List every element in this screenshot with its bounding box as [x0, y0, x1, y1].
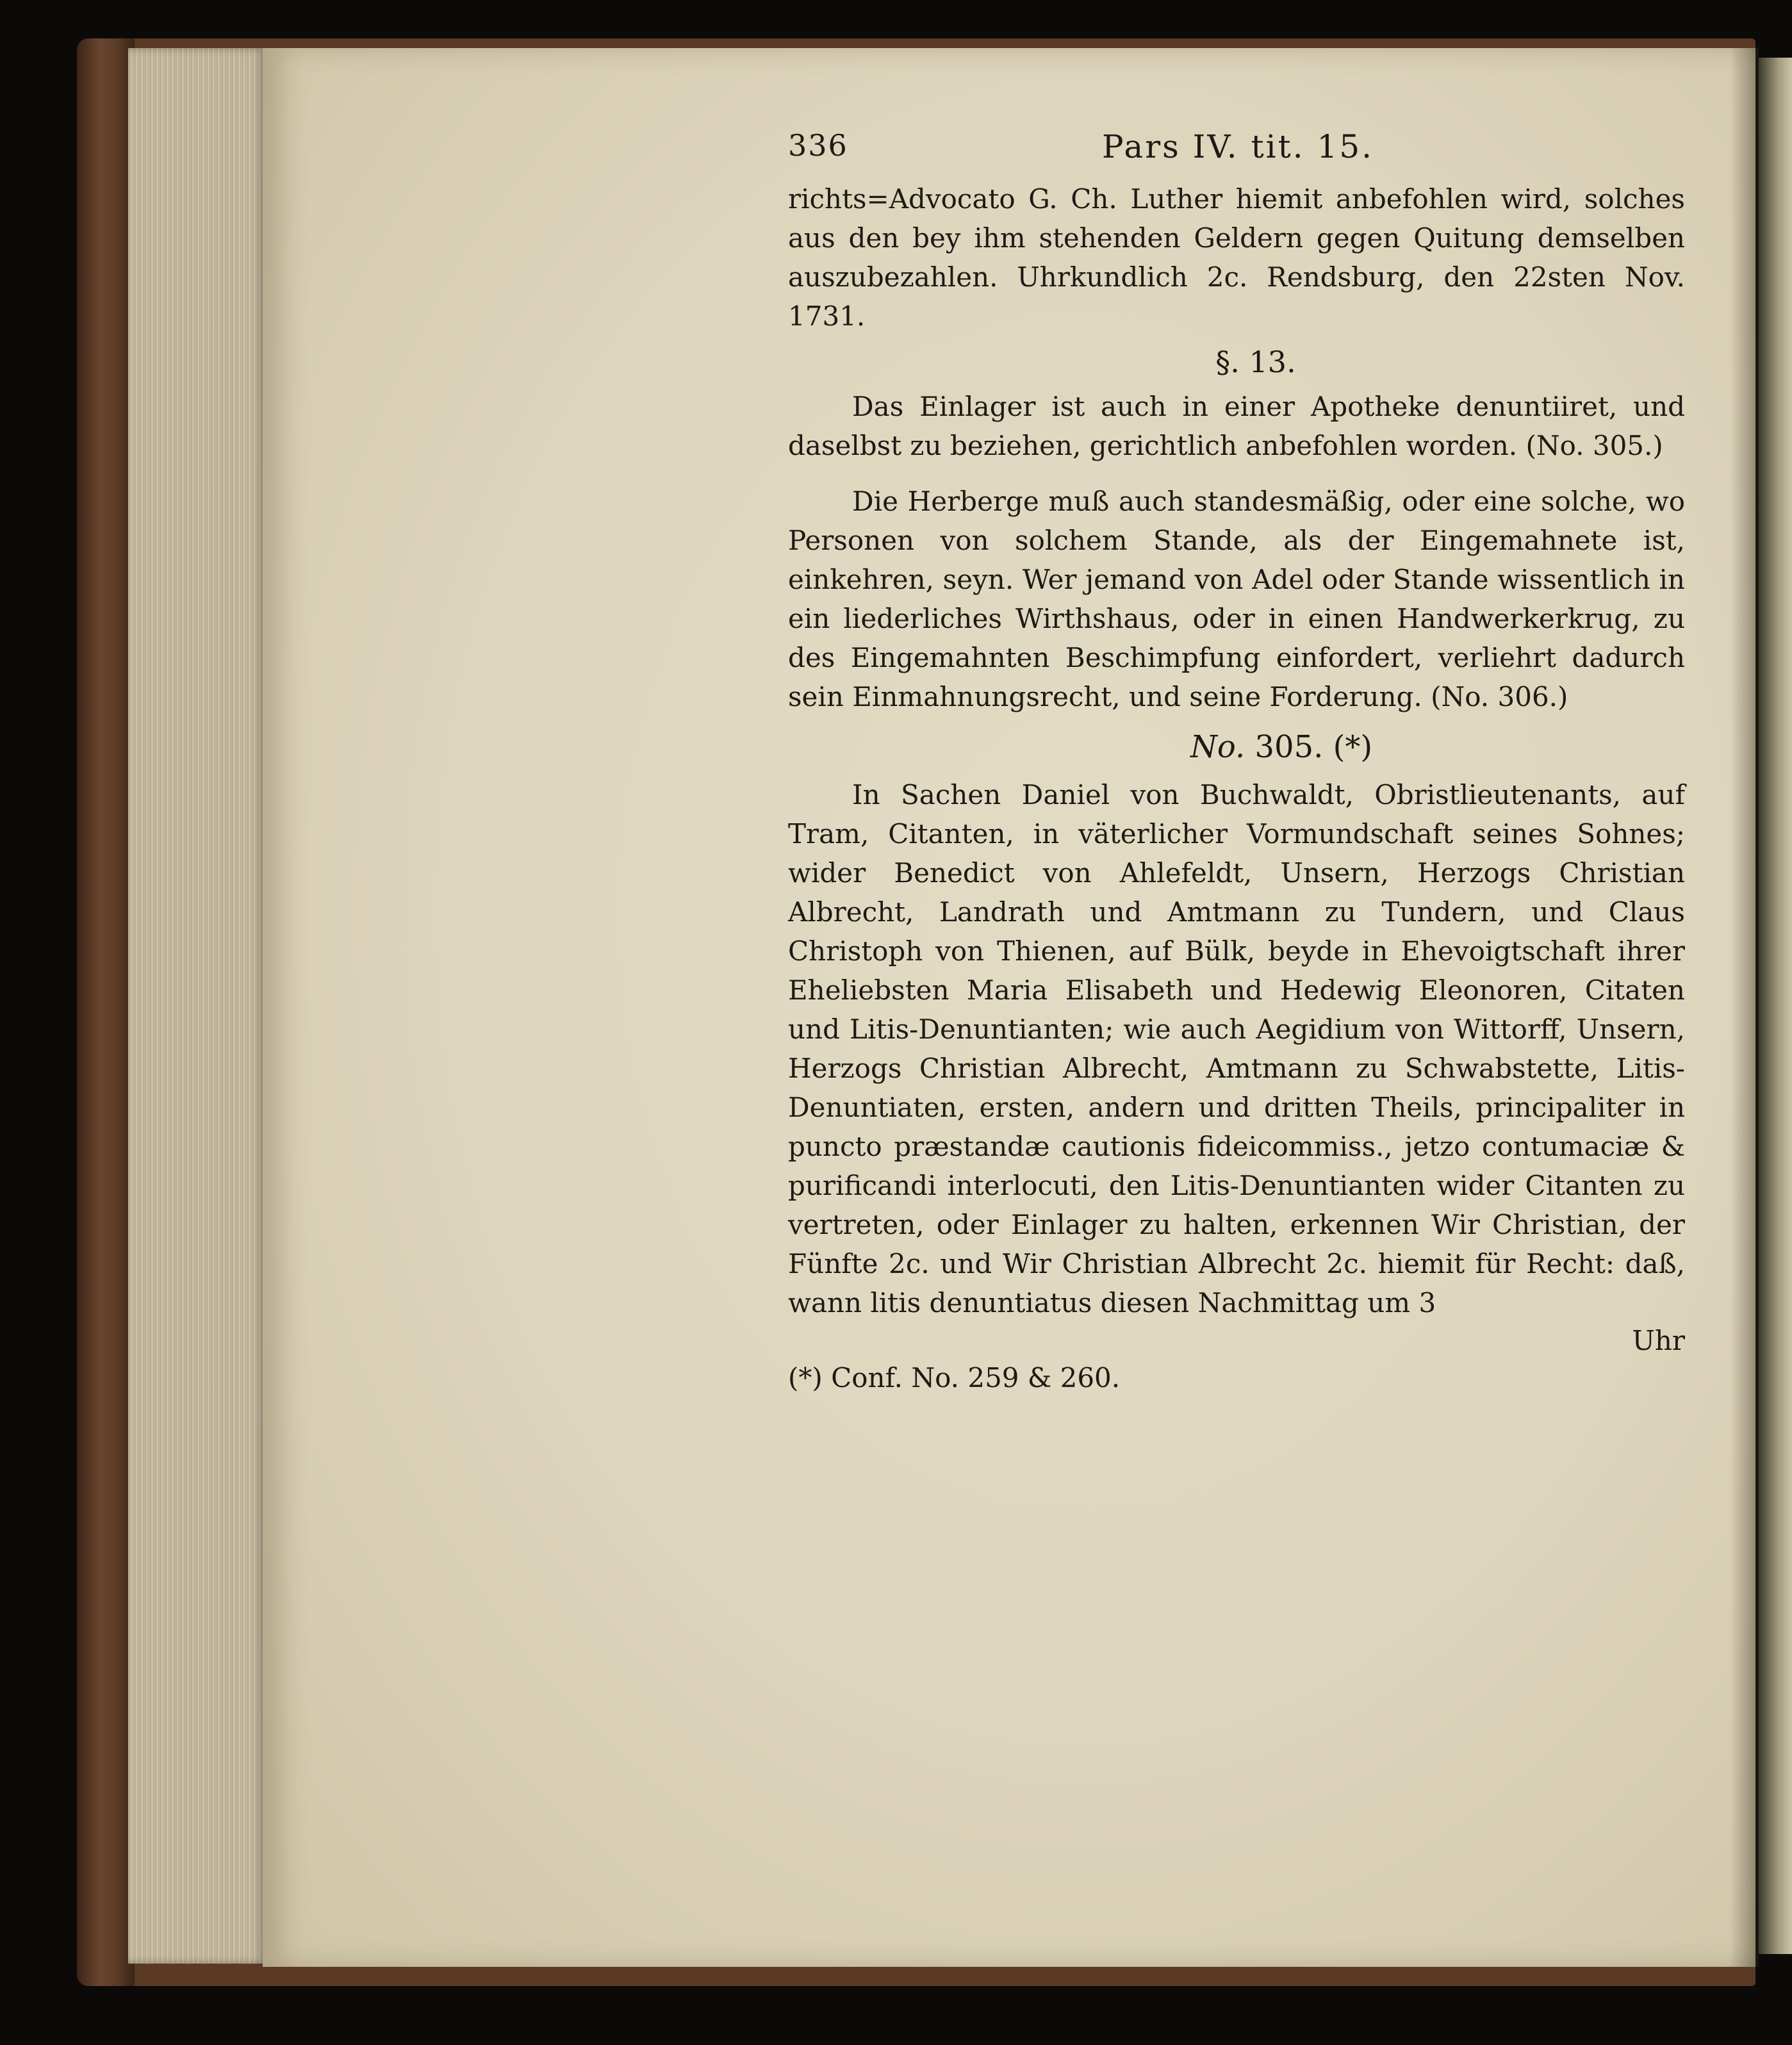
paragraph-gap [788, 465, 1685, 482]
document-number-prefix: No. [1190, 729, 1245, 765]
paragraph-no-305: In Sachen Daniel von Buchwaldt, Obristlieutenants, auf Tram, Citanten, in väterlicher Vormundschaft seines Sohnes; wider Benedict von Ahlefeldt, Unsern, Herzogs Christian Albrecht, Landrath und Amtmann zu Tundern, und Claus Christoph von Thienen, auf Bülk, beyde in Ehevoigtschaft ihrer Eheliebsten Maria Elisabeth und Hedewig Eleonoren, Citaten und Litis-Denuntianten; wie auch Aegidium von Wittorff, Unsern, Herzogs Christian Albrecht, Amtmann zu Schwabstette, Litis-Denuntiaten, ersten, andern und dritten Theils, principaliter in puncto præstandæ cautionis fideicommiss., jetzo contumaciæ & purificandi interlocuti, den Litis-Denuntianten wider Citanten zu vertreten, oder Einlager zu halten, erkennen Wir Christian, der Fünfte 2c. und Wir Christian Albrecht 2c. hiemit für Recht: daß, wann litis denuntiatus diesen Nachmittag um 3 [788, 779, 1685, 1318]
gutter-shadow [1730, 48, 1759, 1967]
facing-page-edge [1759, 58, 1792, 1954]
page-number: 336 [788, 128, 848, 163]
running-head [788, 128, 1685, 179]
section-heading: §. 13. [1215, 345, 1296, 379]
running-title: Pars IV. tit. 15. [1102, 128, 1374, 165]
document-number-value: 305. (*) [1254, 729, 1373, 765]
book-cover-edge [77, 38, 135, 1986]
paragraph-section-1: Das Einlager ist auch in einer Apotheke denuntiiret, und daselbst zu beziehen, gerichtlich anbefohlen worden. (No. 305.) [788, 391, 1685, 461]
catchword: Uhr [1632, 1325, 1685, 1356]
text-block [788, 128, 1685, 1397]
paragraph-continued: richts=Advocato G. Ch. Luther hiemit anbefohlen wird, solches aus den bey ihm stehenden Geldern gegen Quitung demselben auszubezahlen. Uhrkundlich 2c. Rendsburg, den 22sten Nov. 1731. [788, 183, 1685, 332]
document-number-heading [788, 721, 1685, 773]
footnote: (*) Conf. No. 259 & 260. [788, 1362, 1121, 1393]
paragraph-section-2: Die Herberge muß auch standesmäßig, oder eine solche, wo Personen von solchem Stande, als der Eingemahnete ist, einkehren, seyn. Wer jemand von Adel oder Stande wissentlich in ein liederliches Wirthshaus, oder in einen Handwerkerkrug, zu des Eingemahnten Beschimpfung einfordert, verliehrt dadurch sein Einmahnungsrecht, und seine Forderung. (No. 306.) [788, 486, 1685, 712]
page-edges [128, 48, 266, 1964]
